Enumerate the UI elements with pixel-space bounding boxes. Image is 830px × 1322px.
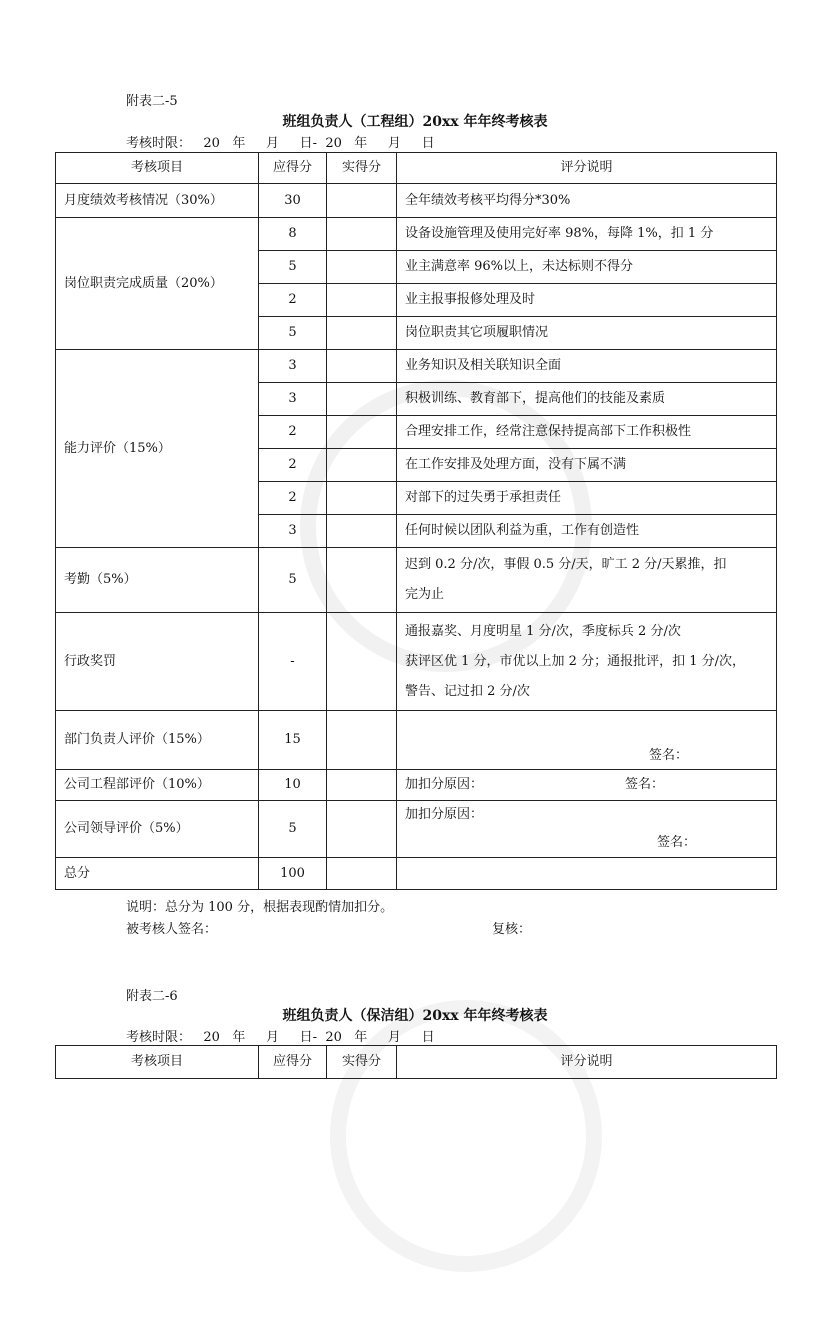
assessee-signature-label: 被考核人签名：	[126, 922, 218, 937]
desc-admin-line1: 通报嘉奖、月度明星 1 分/次，季度标兵 2 分/次	[405, 623, 681, 639]
item-dept: 部门负责人评价（15%）	[56, 711, 259, 770]
desc-attendance-line2: 完为止	[405, 587, 445, 602]
table-row	[56, 218, 777, 251]
form-title: 班组负责人（工程组）20xx 年年终考核表	[282, 114, 548, 130]
item-total: 总分	[56, 858, 259, 890]
item-duty: 岗位职责完成质量（20%）	[56, 218, 259, 350]
header-score: 应得分	[259, 153, 327, 184]
desc-leader	[397, 801, 777, 858]
actual-score-cell[interactable]	[327, 317, 397, 350]
desc-attendance	[397, 548, 777, 613]
actual-score-cell[interactable]	[327, 251, 397, 284]
actual-score-cell[interactable]	[327, 858, 397, 890]
score-total: 100	[259, 858, 327, 890]
actual-score-cell[interactable]	[327, 548, 397, 613]
desc-ability-2: 积极训练、教育部下，提高他们的技能及素质	[397, 383, 777, 416]
desc-ability-5: 对部下的过失勇于承担责任	[397, 482, 777, 515]
table-row	[56, 613, 777, 711]
score-monthly: 30	[259, 184, 327, 218]
actual-score-cell[interactable]	[327, 218, 397, 251]
assessment-table-2	[55, 1045, 777, 1079]
score-ability-5: 2	[259, 482, 327, 515]
item-monthly: 月度绩效考核情况（30%）	[56, 184, 259, 218]
assessment-period: 考核时限： 20 年 月 日- 20 年 月 日	[126, 136, 435, 151]
actual-score-cell[interactable]	[327, 801, 397, 858]
note-text: 说明：总分为 100 分，根据表现酌情加扣分。	[126, 900, 394, 915]
score-admin: -	[259, 613, 327, 711]
desc-dept	[397, 711, 777, 770]
desc-admin-line3: 警告、记过扣 2 分/次	[405, 683, 530, 699]
desc-total	[397, 858, 777, 890]
actual-score-cell[interactable]	[327, 383, 397, 416]
item-admin: 行政奖罚	[56, 613, 259, 711]
desc-monthly: 全年绩效考核平均得分*30%	[397, 184, 777, 218]
score-duty-2: 5	[259, 251, 327, 284]
item-ability: 能力评价（15%）	[56, 350, 259, 548]
eng-signature-label: 签名：	[624, 777, 664, 792]
header-item: 考核项目	[56, 153, 259, 184]
appendix-label-2: 附表二-6	[126, 989, 178, 1004]
score-ability-3: 2	[259, 416, 327, 449]
desc-admin-line2: 获评区优 1 分，市优以上加 2 分；通报批评，扣 1 分/次，	[405, 653, 745, 669]
actual-score-cell[interactable]	[327, 284, 397, 317]
table-row	[56, 548, 777, 613]
table-row	[56, 858, 777, 890]
actual-score-cell[interactable]	[327, 613, 397, 711]
desc-eng	[397, 770, 777, 801]
desc-duty-1: 设备设施管理及使用完好率 98%，每降 1%，扣 1 分	[397, 218, 777, 251]
desc-ability-6: 任何时候以团队利益为重，工作有创造性	[397, 515, 777, 548]
desc-duty-2: 业主满意率 96%以上，未达标则不得分	[397, 251, 777, 284]
dept-signature-label: 签名：	[648, 748, 688, 763]
desc-ability-4: 在工作安排及处理方面，没有下属不满	[397, 449, 777, 482]
table-row	[56, 770, 777, 801]
desc-duty-4: 岗位职责其它项履职情况	[397, 317, 777, 350]
score-ability-4: 2	[259, 449, 327, 482]
actual-score-cell[interactable]	[327, 184, 397, 218]
header-actual: 实得分	[327, 153, 397, 184]
table-row	[56, 350, 777, 383]
actual-score-cell[interactable]	[327, 770, 397, 801]
score-leader: 5	[259, 801, 327, 858]
actual-score-cell[interactable]	[327, 711, 397, 770]
table-header-row	[56, 153, 777, 184]
score-duty-3: 2	[259, 284, 327, 317]
header-actual: 实得分	[327, 1046, 397, 1079]
leader-signature-label: 签名：	[656, 835, 696, 850]
header-desc: 评分说明	[397, 1046, 777, 1079]
score-ability-2: 3	[259, 383, 327, 416]
actual-score-cell[interactable]	[327, 482, 397, 515]
score-attendance: 5	[259, 548, 327, 613]
appendix-label: 附表二-5	[126, 94, 178, 109]
table-row	[56, 184, 777, 218]
eng-reason-label: 加扣分原因：	[405, 777, 484, 792]
header-score: 应得分	[259, 1046, 327, 1079]
score-duty-1: 8	[259, 218, 327, 251]
actual-score-cell[interactable]	[327, 515, 397, 548]
table-header-row	[56, 1046, 777, 1079]
item-leader: 公司领导评价（5%）	[56, 801, 259, 858]
review-label: 复核：	[492, 922, 532, 937]
desc-ability-1: 业务知识及相关联知识全面	[397, 350, 777, 383]
score-eng: 10	[259, 770, 327, 801]
table-row	[56, 801, 777, 858]
actual-score-cell[interactable]	[327, 449, 397, 482]
score-ability-6: 3	[259, 515, 327, 548]
score-duty-4: 5	[259, 317, 327, 350]
assessment-table	[55, 152, 777, 890]
actual-score-cell[interactable]	[327, 350, 397, 383]
desc-attendance-line1: 迟到 0.2 分/次，事假 0.5 分/天，旷工 2 分/天累推，扣	[405, 557, 727, 572]
header-desc: 评分说明	[397, 153, 777, 184]
desc-ability-3: 合理安排工作，经常注意保持提高部下工作积极性	[397, 416, 777, 449]
score-ability-1: 3	[259, 350, 327, 383]
desc-duty-3: 业主报事报修处理及时	[397, 284, 777, 317]
item-eng: 公司工程部评价（10%）	[56, 770, 259, 801]
leader-reason-label: 加扣分原因：	[405, 807, 484, 822]
score-dept: 15	[259, 711, 327, 770]
header-item: 考核项目	[56, 1046, 259, 1079]
actual-score-cell[interactable]	[327, 416, 397, 449]
table-row	[56, 711, 777, 770]
form-title-2: 班组负责人（保洁组）20xx 年年终考核表	[282, 1008, 548, 1024]
assessment-period-2: 考核时限： 20 年 月 日- 20 年 月 日	[126, 1030, 435, 1045]
desc-admin	[397, 613, 777, 711]
item-attendance: 考勤（5%）	[56, 548, 259, 613]
